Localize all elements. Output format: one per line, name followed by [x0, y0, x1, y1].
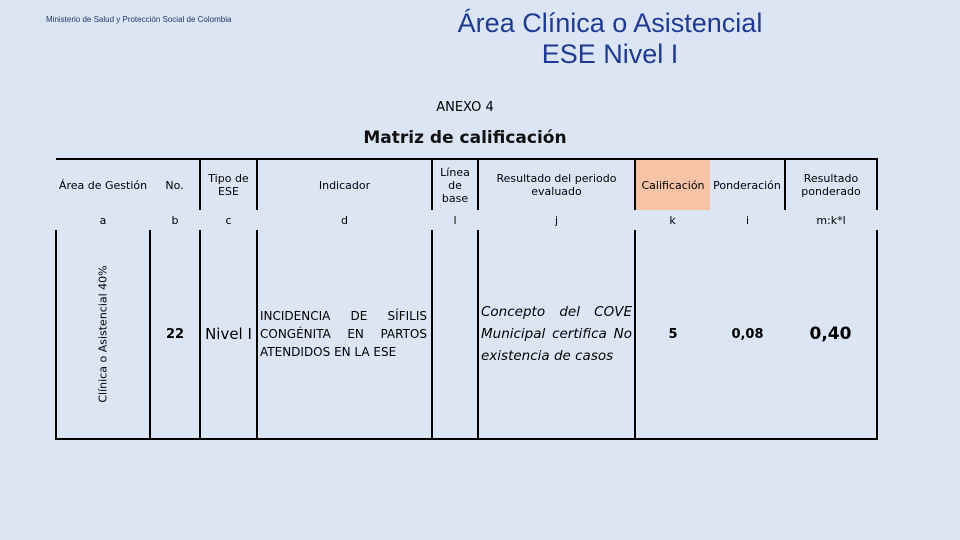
letter-m: m:k*l: [816, 213, 846, 227]
header-calificacion: Calificación: [635, 159, 710, 210]
cell-area: [56, 230, 150, 439]
header-indicador: Indicador: [257, 159, 432, 210]
letter-d: d: [341, 213, 348, 227]
letters-row: [56, 210, 877, 230]
cell-indicador: [257, 230, 432, 439]
weight-value: 0,08: [731, 326, 764, 342]
ministry-label: Ministerio de Salud y Protección Social de Colombia: [46, 15, 232, 24]
result-italic: No existencia de casos: [481, 326, 632, 364]
header-ponderacion: Ponderación: [710, 159, 785, 210]
header-area: Área de Gestión: [56, 159, 150, 210]
indicator-text: INCIDENCIA DE SÍFILIS CONGÉNITA EN PARTOS ATENDIDOS EN LA ESE: [260, 309, 427, 359]
cell-calificacion: [635, 230, 710, 439]
header-resultado: Resultado del periodo evaluado: [478, 159, 635, 210]
cell-tipo: [200, 230, 257, 439]
cell-ponderacion: [710, 230, 785, 439]
data-row: [56, 230, 877, 439]
letter-l: l: [453, 213, 457, 227]
header-row: [56, 159, 877, 210]
cell-resultado: [478, 230, 635, 439]
matrix-title: Matriz de calificación: [363, 128, 567, 148]
cell-linea: [432, 230, 478, 439]
result-plain: Concepto del COVE Municipal certifica: [481, 304, 632, 342]
result-text: [481, 301, 632, 367]
letter-b: b: [171, 213, 179, 227]
ese-type: Nivel I: [205, 325, 252, 343]
score-value: 5: [668, 326, 678, 342]
header-tipo: Tipo de ESE: [200, 159, 257, 210]
area-vertical-label: Clínica o Asistencial 40%: [96, 265, 110, 403]
header-no: No.: [150, 159, 200, 210]
rating-matrix-table: [55, 158, 878, 440]
cell-ponderado: [785, 230, 877, 439]
letter-a: a: [99, 213, 107, 227]
annex-label: ANEXO 4: [436, 100, 494, 115]
title-line-1: Área Clínica o Asistencial: [457, 8, 763, 38]
letter-i: i: [745, 213, 750, 227]
cell-no: [150, 230, 200, 439]
letter-k: k: [669, 213, 676, 227]
indicator-number: 22: [165, 326, 185, 342]
letter-c: c: [225, 213, 232, 227]
header-ponderado: Resultado ponderado: [785, 159, 877, 210]
header-linea: Línea de base: [432, 159, 478, 210]
title-line-2: ESE Nivel I: [541, 39, 679, 69]
slide-title: [400, 8, 820, 70]
letter-j: j: [554, 213, 559, 227]
weighted-result-value: 0,40: [809, 324, 852, 344]
